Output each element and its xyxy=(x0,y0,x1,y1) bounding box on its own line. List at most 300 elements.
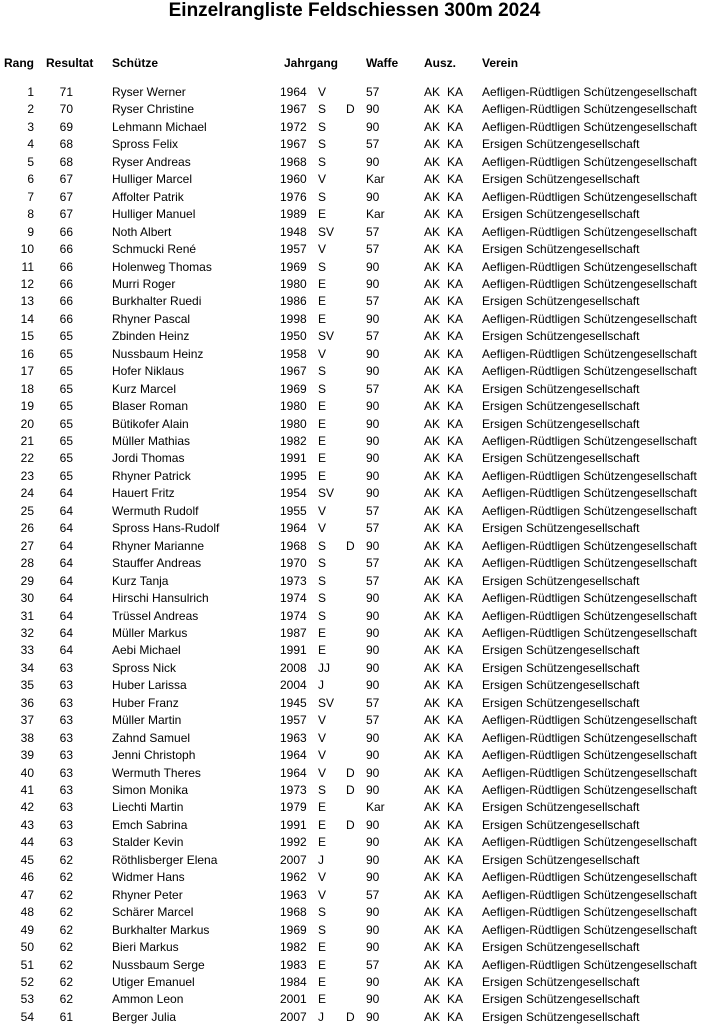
category-cell: S xyxy=(318,573,327,588)
category-cell: SV xyxy=(318,695,335,710)
weapon-cell: 90 xyxy=(366,678,380,693)
result-cell: 71 xyxy=(59,85,73,99)
rank-cell: 10 xyxy=(20,242,34,257)
table-row xyxy=(0,312,709,329)
table-row xyxy=(0,85,709,102)
table-row xyxy=(0,905,709,922)
shooter-name-cell: Wermuth Rudolf xyxy=(112,503,199,518)
table-row xyxy=(0,748,709,765)
weapon-cell: 90 xyxy=(366,434,380,448)
shooter-name-cell: Burkhalter Markus xyxy=(112,922,210,937)
category-cell: JJ xyxy=(318,660,330,675)
club-cell: Ersigen Schützengesellschaft xyxy=(482,852,640,867)
award-ak-cell: AK xyxy=(424,748,441,763)
birth-year-cell: 1962 xyxy=(280,870,307,885)
shooter-name-cell: Rhyner Patrick xyxy=(112,468,191,483)
category-cell: S xyxy=(318,137,327,152)
award-ka-cell: KA xyxy=(447,800,464,815)
header-schuetze: Schütze xyxy=(112,56,159,70)
birth-year-cell: 1967 xyxy=(280,102,307,117)
club-cell: Aefligen-Rüdtligen Schützengesellschaft xyxy=(482,922,697,937)
club-cell: Ersigen Schützengesellschaft xyxy=(482,940,640,955)
result-cell: 65 xyxy=(59,329,73,344)
category-cell: E xyxy=(318,957,327,972)
category-cell: E xyxy=(318,311,327,326)
weapon-cell: 90 xyxy=(366,451,380,466)
category-cell: SV xyxy=(318,224,335,239)
category-cell: E xyxy=(318,276,327,291)
rank-cell: 48 xyxy=(20,905,34,920)
birth-year-cell: 1995 xyxy=(280,468,307,483)
award-ka-cell: KA xyxy=(447,189,464,204)
birth-year-cell: 2007 xyxy=(280,1009,307,1024)
rank-cell: 46 xyxy=(20,870,34,885)
shooter-name-cell: Blaser Roman xyxy=(112,399,189,414)
birth-year-cell: 1986 xyxy=(280,294,307,309)
birth-year-cell: 2001 xyxy=(280,992,307,1007)
category-cell: S xyxy=(318,905,327,920)
category-cell: V xyxy=(318,887,327,902)
weapon-cell: 90 xyxy=(366,817,380,832)
gender-cell: D xyxy=(346,765,355,780)
result-cell: 65 xyxy=(59,399,73,414)
shooter-name-cell: Trüssel Andreas xyxy=(112,608,199,623)
table-row xyxy=(0,347,709,364)
result-cell: 63 xyxy=(59,660,73,675)
award-ak-cell: AK xyxy=(424,416,441,431)
club-cell: Aefligen-Rüdtligen Schützengesellschaft xyxy=(482,259,697,274)
table-row xyxy=(0,277,709,294)
table-row xyxy=(0,190,709,207)
birth-year-cell: 1991 xyxy=(280,451,307,466)
award-ak-cell: AK xyxy=(424,765,441,780)
shooter-name-cell: Spross Felix xyxy=(112,137,179,152)
rank-cell: 8 xyxy=(27,207,34,222)
club-cell: Ersigen Schützengesellschaft xyxy=(482,695,640,710)
rank-cell: 47 xyxy=(20,887,34,902)
award-ka-cell: KA xyxy=(447,538,464,553)
club-cell: Ersigen Schützengesellschaft xyxy=(482,1009,640,1024)
shooter-name-cell: Murri Roger xyxy=(112,276,176,291)
rank-cell: 14 xyxy=(20,311,34,326)
shooter-name-cell: Ryser Andreas xyxy=(112,154,191,169)
award-ka-cell: KA xyxy=(447,974,464,989)
award-ak-cell: AK xyxy=(424,940,441,955)
gender-cell: D xyxy=(346,102,355,117)
award-ak-cell: AK xyxy=(424,172,441,187)
award-ka-cell: KA xyxy=(447,242,464,257)
shooter-name-cell: Hofer Niklaus xyxy=(112,364,185,379)
club-cell: Aefligen-Rüdtligen Schützengesellschaft xyxy=(482,154,697,169)
rank-cell: 42 xyxy=(20,800,34,815)
award-ak-cell: AK xyxy=(424,521,441,536)
club-cell: Ersigen Schützengesellschaft xyxy=(482,399,640,414)
club-cell: Aefligen-Rüdtligen Schützengesellschaft xyxy=(482,957,697,972)
award-ka-cell: KA xyxy=(447,713,464,728)
result-cell: 69 xyxy=(59,119,73,134)
category-cell: V xyxy=(318,765,327,780)
birth-year-cell: 1980 xyxy=(280,416,307,431)
club-cell: Ersigen Schützengesellschaft xyxy=(482,643,640,658)
rank-cell: 32 xyxy=(20,625,34,640)
result-cell: 62 xyxy=(59,957,73,972)
rank-cell: 34 xyxy=(20,660,34,675)
award-ka-cell: KA xyxy=(447,468,464,483)
rank-cell: 30 xyxy=(20,591,34,606)
award-ak-cell: AK xyxy=(424,311,441,326)
gender-cell: D xyxy=(346,538,355,553)
table-row xyxy=(0,643,709,660)
rank-cell: 5 xyxy=(27,154,34,169)
shooter-name-cell: Stauffer Andreas xyxy=(112,556,202,571)
birth-year-cell: 1992 xyxy=(280,835,307,850)
award-ak-cell: AK xyxy=(424,102,441,117)
birth-year-cell: 1968 xyxy=(280,538,307,553)
rank-cell: 29 xyxy=(20,573,34,588)
award-ak-cell: AK xyxy=(424,643,441,658)
award-ak-cell: AK xyxy=(424,556,441,571)
shooter-name-cell: Spross Hans-Rudolf xyxy=(112,521,220,536)
award-ka-cell: KA xyxy=(447,364,464,379)
result-cell: 62 xyxy=(59,905,73,920)
birth-year-cell: 1964 xyxy=(280,748,307,763)
rank-cell: 35 xyxy=(20,678,34,693)
award-ak-cell: AK xyxy=(424,591,441,606)
result-cell: 67 xyxy=(59,207,73,222)
shooter-name-cell: Huber Larissa xyxy=(112,678,187,693)
category-cell: E xyxy=(318,817,327,832)
page-title: Einzelrangliste Feldschiessen 300m 2024 xyxy=(168,0,541,21)
category-cell: V xyxy=(318,85,327,99)
result-cell: 64 xyxy=(59,556,73,571)
award-ka-cell: KA xyxy=(447,905,464,920)
table-row xyxy=(0,207,709,224)
category-cell: V xyxy=(318,730,327,745)
weapon-cell: 90 xyxy=(366,1009,380,1024)
category-cell: S xyxy=(318,556,327,571)
birth-year-cell: 2008 xyxy=(280,660,307,675)
award-ak-cell: AK xyxy=(424,329,441,344)
table-row xyxy=(0,870,709,887)
birth-year-cell: 1974 xyxy=(280,591,307,606)
award-ka-cell: KA xyxy=(447,695,464,710)
weapon-cell: 57 xyxy=(366,521,380,536)
birth-year-cell: 1945 xyxy=(280,695,307,710)
birth-year-cell: 1963 xyxy=(280,730,307,745)
club-cell: Aefligen-Rüdtligen Schützengesellschaft xyxy=(482,276,697,291)
category-cell: E xyxy=(318,434,327,448)
birth-year-cell: 1954 xyxy=(280,486,307,501)
result-cell: 62 xyxy=(59,852,73,867)
award-ka-cell: KA xyxy=(447,346,464,361)
category-cell: E xyxy=(318,468,327,483)
club-cell: Ersigen Schützengesellschaft xyxy=(482,660,640,675)
birth-year-cell: 1976 xyxy=(280,189,307,204)
table-row xyxy=(0,626,709,643)
award-ak-cell: AK xyxy=(424,85,441,99)
table-row xyxy=(0,155,709,172)
category-cell: V xyxy=(318,172,327,187)
shooter-name-cell: Bütikofer Alain xyxy=(112,416,189,431)
table-row xyxy=(0,102,709,119)
rank-cell: 31 xyxy=(20,608,34,623)
weapon-cell: 90 xyxy=(366,940,380,955)
club-cell: Aefligen-Rüdtligen Schützengesellschaft xyxy=(482,364,697,379)
rank-cell: 23 xyxy=(20,468,34,483)
result-cell: 65 xyxy=(59,468,73,483)
rank-cell: 4 xyxy=(27,137,34,152)
table-row xyxy=(0,992,709,1009)
result-cell: 67 xyxy=(59,172,73,187)
table-row xyxy=(0,364,709,381)
award-ak-cell: AK xyxy=(424,154,441,169)
category-cell: SV xyxy=(318,486,335,501)
award-ak-cell: AK xyxy=(424,189,441,204)
category-cell: E xyxy=(318,974,327,989)
rank-cell: 41 xyxy=(20,783,34,797)
result-cell: 64 xyxy=(59,573,73,588)
category-cell: V xyxy=(318,870,327,885)
award-ak-cell: AK xyxy=(424,852,441,867)
shooter-name-cell: Ammon Leon xyxy=(112,992,184,1007)
table-row xyxy=(0,766,709,783)
category-cell: E xyxy=(318,625,327,640)
rank-cell: 13 xyxy=(20,294,34,309)
weapon-cell: 90 xyxy=(366,608,380,623)
rank-cell: 28 xyxy=(20,556,34,571)
header-ausz: Ausz. xyxy=(424,56,457,70)
birth-year-cell: 1979 xyxy=(280,800,307,815)
gender-cell: D xyxy=(346,1009,355,1024)
club-cell: Aefligen-Rüdtligen Schützengesellschaft xyxy=(482,730,697,745)
rank-cell: 19 xyxy=(20,399,34,414)
result-cell: 64 xyxy=(59,608,73,623)
result-cell: 63 xyxy=(59,713,73,728)
shooter-name-cell: Rhyner Pascal xyxy=(112,311,191,326)
rank-cell: 3 xyxy=(27,119,34,134)
birth-year-cell: 1960 xyxy=(280,172,307,187)
shooter-name-cell: Rhyner Peter xyxy=(112,887,183,902)
weapon-cell: 90 xyxy=(366,468,380,483)
weapon-cell: 90 xyxy=(366,730,380,745)
birth-year-cell: 1980 xyxy=(280,276,307,291)
award-ak-cell: AK xyxy=(424,1009,441,1024)
weapon-cell: 90 xyxy=(366,189,380,204)
weapon-cell: 57 xyxy=(366,85,380,99)
category-cell: S xyxy=(318,154,327,169)
birth-year-cell: 1963 xyxy=(280,887,307,902)
result-cell: 63 xyxy=(59,783,73,797)
rank-cell: 53 xyxy=(20,992,34,1007)
club-cell: Aefligen-Rüdtligen Schützengesellschaft xyxy=(482,434,697,448)
shooter-name-cell: Schärer Marcel xyxy=(112,905,194,920)
category-cell: J xyxy=(318,678,324,693)
result-cell: 62 xyxy=(59,974,73,989)
birth-year-cell: 1983 xyxy=(280,957,307,972)
result-cell: 63 xyxy=(59,730,73,745)
award-ak-cell: AK xyxy=(424,905,441,920)
award-ka-cell: KA xyxy=(447,137,464,152)
birth-year-cell: 1969 xyxy=(280,381,307,396)
weapon-cell: 90 xyxy=(366,783,380,797)
shooter-name-cell: Hauert Fritz xyxy=(112,486,175,501)
club-cell: Aefligen-Rüdtligen Schützengesellschaft xyxy=(482,311,697,326)
category-cell: E xyxy=(318,940,327,955)
award-ka-cell: KA xyxy=(447,207,464,222)
shooter-name-cell: Jordi Thomas xyxy=(112,451,185,466)
table-row xyxy=(0,329,709,346)
result-cell: 70 xyxy=(59,102,73,117)
award-ak-cell: AK xyxy=(424,625,441,640)
birth-year-cell: 1991 xyxy=(280,817,307,832)
birth-year-cell: 1973 xyxy=(280,573,307,588)
award-ka-cell: KA xyxy=(447,573,464,588)
table-row xyxy=(0,399,709,416)
birth-year-cell: 1998 xyxy=(280,311,307,326)
table-row xyxy=(0,434,709,451)
award-ka-cell: KA xyxy=(447,660,464,675)
category-cell: J xyxy=(318,1009,324,1024)
club-cell: Aefligen-Rüdtligen Schützengesellschaft xyxy=(482,486,697,501)
award-ak-cell: AK xyxy=(424,207,441,222)
award-ka-cell: KA xyxy=(447,870,464,885)
award-ka-cell: KA xyxy=(447,294,464,309)
rank-cell: 39 xyxy=(20,748,34,763)
result-cell: 64 xyxy=(59,643,73,658)
weapon-cell: 57 xyxy=(366,957,380,972)
birth-year-cell: 1964 xyxy=(280,521,307,536)
weapon-cell: 90 xyxy=(366,905,380,920)
award-ka-cell: KA xyxy=(447,416,464,431)
shooter-name-cell: Noth Albert xyxy=(112,224,172,239)
club-cell: Ersigen Schützengesellschaft xyxy=(482,172,640,187)
birth-year-cell: 1991 xyxy=(280,643,307,658)
result-cell: 62 xyxy=(59,922,73,937)
shooter-name-cell: Lehmann Michael xyxy=(112,119,207,134)
result-cell: 66 xyxy=(59,242,73,257)
award-ka-cell: KA xyxy=(447,643,464,658)
result-cell: 64 xyxy=(59,521,73,536)
category-cell: V xyxy=(318,748,327,763)
award-ka-cell: KA xyxy=(447,172,464,187)
weapon-cell: 90 xyxy=(366,102,380,117)
award-ka-cell: KA xyxy=(447,556,464,571)
award-ak-cell: AK xyxy=(424,974,441,989)
club-cell: Ersigen Schützengesellschaft xyxy=(482,329,640,344)
category-cell: V xyxy=(318,521,327,536)
weapon-cell: 90 xyxy=(366,416,380,431)
award-ak-cell: AK xyxy=(424,294,441,309)
award-ak-cell: AK xyxy=(424,364,441,379)
award-ak-cell: AK xyxy=(424,434,441,448)
club-cell: Ersigen Schützengesellschaft xyxy=(482,451,640,466)
weapon-cell: 90 xyxy=(366,643,380,658)
category-cell: S xyxy=(318,119,327,134)
result-cell: 68 xyxy=(59,137,73,152)
award-ak-cell: AK xyxy=(424,870,441,885)
category-cell: E xyxy=(318,207,327,222)
table-row xyxy=(0,888,709,905)
award-ak-cell: AK xyxy=(424,538,441,553)
weapon-cell: 57 xyxy=(366,294,380,309)
result-cell: 61 xyxy=(59,1009,73,1024)
birth-year-cell: 1969 xyxy=(280,922,307,937)
award-ak-cell: AK xyxy=(424,503,441,518)
category-cell: S xyxy=(318,189,327,204)
award-ak-cell: AK xyxy=(424,119,441,134)
table-row xyxy=(0,260,709,277)
table-row xyxy=(0,783,709,800)
result-cell: 64 xyxy=(59,625,73,640)
award-ka-cell: KA xyxy=(447,608,464,623)
weapon-cell: 90 xyxy=(366,538,380,553)
award-ka-cell: KA xyxy=(447,503,464,518)
club-cell: Ersigen Schützengesellschaft xyxy=(482,521,640,536)
birth-year-cell: 1982 xyxy=(280,940,307,955)
rank-cell: 43 xyxy=(20,817,34,832)
table-row xyxy=(0,539,709,556)
award-ak-cell: AK xyxy=(424,835,441,850)
shooter-name-cell: Hulliger Manuel xyxy=(112,207,196,222)
category-cell: E xyxy=(318,835,327,850)
weapon-cell: 90 xyxy=(366,486,380,501)
result-cell: 62 xyxy=(59,940,73,955)
result-cell: 66 xyxy=(59,259,73,274)
rank-cell: 27 xyxy=(20,538,34,553)
award-ka-cell: KA xyxy=(447,940,464,955)
shooter-name-cell: Kurz Marcel xyxy=(112,381,177,396)
birth-year-cell: 1967 xyxy=(280,137,307,152)
table-row xyxy=(0,556,709,573)
award-ak-cell: AK xyxy=(424,137,441,152)
award-ka-cell: KA xyxy=(447,85,464,99)
rank-cell: 44 xyxy=(20,835,34,850)
table-row xyxy=(0,975,709,992)
result-cell: 66 xyxy=(59,311,73,326)
club-cell: Ersigen Schützengesellschaft xyxy=(482,294,640,309)
rank-cell: 24 xyxy=(20,486,34,501)
club-cell: Ersigen Schützengesellschaft xyxy=(482,207,640,222)
shooter-name-cell: Nussbaum Heinz xyxy=(112,346,204,361)
result-cell: 64 xyxy=(59,486,73,501)
club-cell: Aefligen-Rüdtligen Schützengesellschaft xyxy=(482,503,697,518)
category-cell: E xyxy=(318,451,327,466)
birth-year-cell: 1974 xyxy=(280,608,307,623)
award-ak-cell: AK xyxy=(424,817,441,832)
result-cell: 63 xyxy=(59,800,73,815)
shooter-name-cell: Bieri Markus xyxy=(112,940,179,955)
award-ka-cell: KA xyxy=(447,434,464,448)
shooter-name-cell: Ryser Christine xyxy=(112,102,195,117)
club-cell: Aefligen-Rüdtligen Schützengesellschaft xyxy=(482,85,697,99)
weapon-cell: Kar xyxy=(366,207,385,222)
award-ak-cell: AK xyxy=(424,713,441,728)
weapon-cell: Kar xyxy=(366,172,385,187)
shooter-name-cell: Widmer Hans xyxy=(112,870,185,885)
award-ka-cell: KA xyxy=(447,783,464,797)
award-ak-cell: AK xyxy=(424,346,441,361)
table-row xyxy=(0,242,709,259)
birth-year-cell: 1972 xyxy=(280,119,307,134)
birth-year-cell: 2004 xyxy=(280,678,307,693)
award-ka-cell: KA xyxy=(447,817,464,832)
rank-cell: 21 xyxy=(20,434,34,448)
club-cell: Ersigen Schützengesellschaft xyxy=(482,573,640,588)
weapon-cell: 90 xyxy=(366,922,380,937)
weapon-cell: 90 xyxy=(366,399,380,414)
award-ka-cell: KA xyxy=(447,625,464,640)
birth-year-cell: 1969 xyxy=(280,259,307,274)
